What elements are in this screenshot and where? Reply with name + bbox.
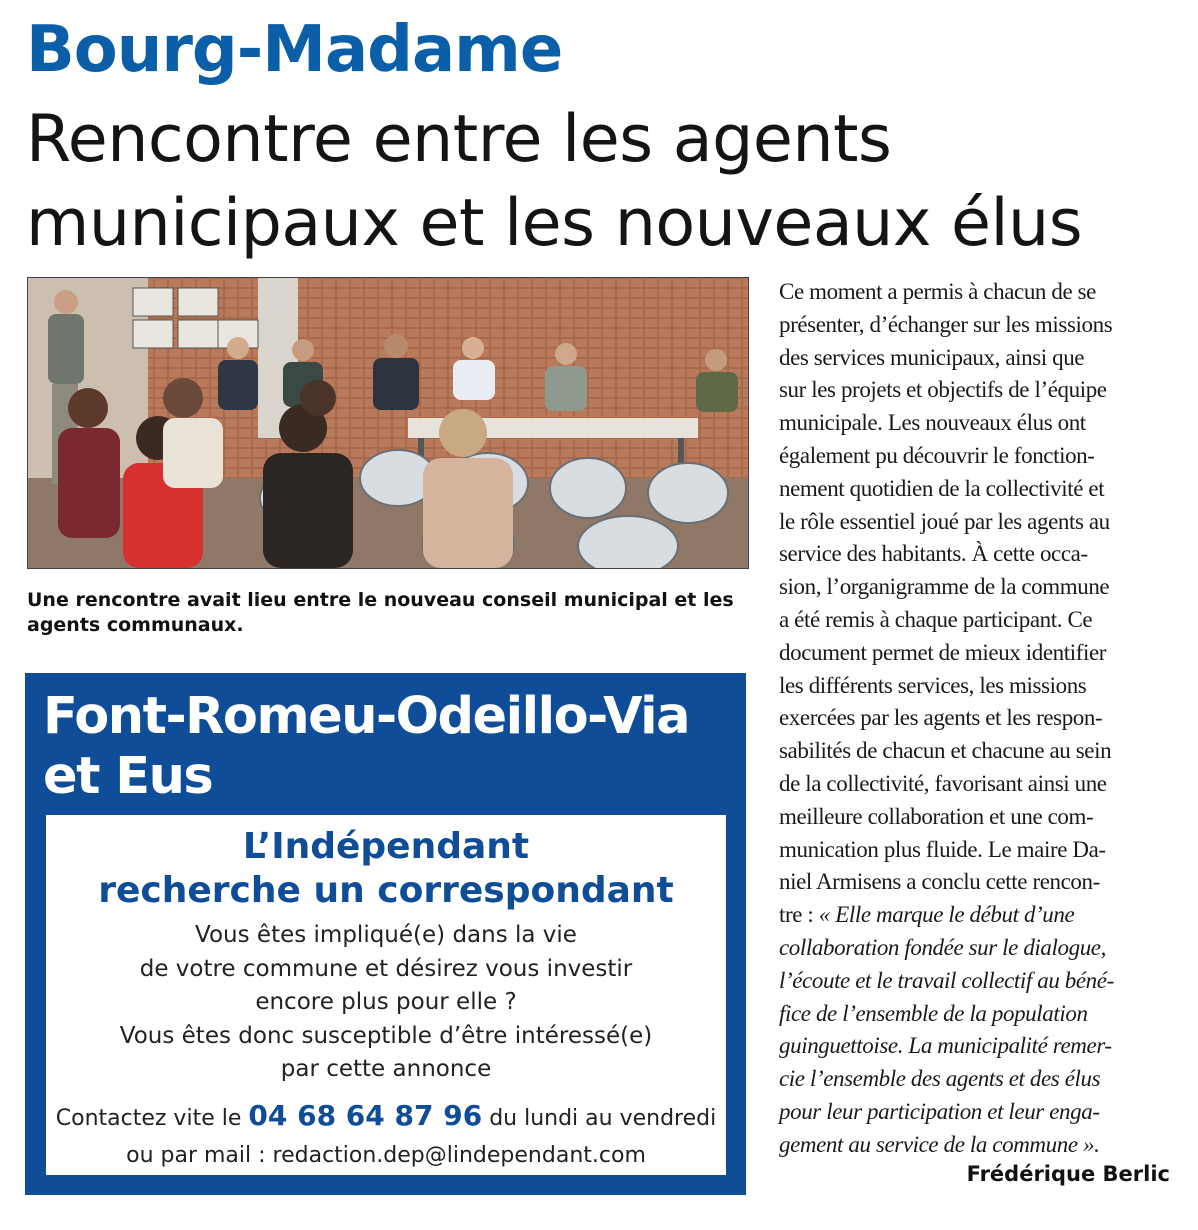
article-line: le rôle essentiel joué par les agents au: [779, 508, 1110, 534]
article-line: Ce moment a permis à chacun de se: [779, 279, 1096, 304]
ad-body-line: encore plus pour elle ?: [255, 989, 517, 1015]
photo-caption: Une rencontre avait lieu entre le nouveau conseil municipal et les agents communaux.: [27, 589, 734, 636]
section-title: Bourg-Madame: [26, 13, 563, 87]
ad-card-heading: [46, 825, 726, 913]
article-photo: [27, 277, 749, 569]
quote-lead: tre :: [779, 902, 819, 928]
article-byline: Frédérique Berlic: [966, 1162, 1170, 1186]
article-line: municipale. Les nouveaux élus ont: [779, 410, 1086, 436]
article-quote-line: collaboration fondée sur le dialogue,: [779, 934, 1106, 960]
article-quote-line: l’écoute et le travail collectif au béné-: [779, 967, 1114, 993]
article-line: document permet de mieux identifier: [779, 639, 1107, 665]
article-quote-line: cie l’ensemble des agents et des élus: [779, 1066, 1101, 1092]
ad-phone-line: [46, 1097, 726, 1137]
ad-town-title: [43, 687, 743, 807]
ad-town-line-2: et Eus: [43, 747, 213, 806]
article-quote-line: fice de l’ensemble de la population: [779, 1000, 1088, 1026]
article-quote-line: [779, 899, 1171, 932]
headline-line-2: municipaux et les nouveaux élus: [26, 186, 1083, 261]
article-line: sabilités de chacun et chacune au sein: [779, 738, 1112, 764]
article-headline: [26, 98, 1186, 266]
article-line: a été remis à chaque participant. Ce: [779, 606, 1093, 632]
meeting-photo-illustration: [28, 278, 748, 568]
headline-line-1: Rencontre entre les agents: [26, 102, 892, 177]
article-line: munication plus fluide. Le maire Da-: [779, 836, 1106, 862]
ad-card: [46, 815, 726, 1175]
ad-card-body: [46, 919, 726, 1087]
ad-body-line: Vous êtes donc susceptible d’être intéressé(e): [119, 1022, 653, 1049]
ad-card-heading-line-1: L’Indépendant: [242, 826, 530, 867]
ad-town-line-1: Font-Romeu-Odeillo-Via: [43, 687, 690, 746]
ad-phone-number[interactable]: 04 68 64 87 96: [248, 1098, 483, 1132]
article-line: présenter, d’échanger sur les missions: [779, 311, 1113, 337]
article-line: nement quotidien de la collectivité et: [779, 475, 1105, 501]
article-line: les différents services, les missions: [779, 672, 1087, 698]
quote-first: « Elle marque le début d’une: [818, 902, 1075, 928]
ad-body-line: par cette annonce: [280, 1056, 492, 1082]
article-line: également pu découvrir le fonction-: [779, 442, 1095, 468]
article-line: niel Armisens a conclu cette rencon-: [779, 869, 1100, 895]
article-line: sur les projets et objectifs de l’équipe: [779, 377, 1107, 403]
article-quote-line: guinguettoise. La municipalité remer-: [779, 1033, 1112, 1059]
article-line: meilleure collaboration et une com-: [779, 803, 1094, 829]
article-line: service des habitants. À cette occa-: [779, 541, 1088, 567]
ad-contact-prefix: Contactez vite le: [55, 1105, 249, 1131]
ad-contact: [46, 1097, 726, 1174]
article-line: de la collectivité, favorisant ainsi une: [779, 770, 1107, 796]
ad-contact-suffix: du lundi au vendredi: [482, 1105, 717, 1131]
ad-mail-line[interactable]: ou par mail : redaction.dep@lindependant.com: [126, 1142, 646, 1168]
article-quote-line: gement au service de la commune ».: [779, 1131, 1100, 1157]
correspondent-ad: [25, 673, 746, 1195]
ad-body-line: Vous êtes impliqué(e) dans la vie: [195, 922, 577, 948]
article-line: sion, l’organigramme de la commune: [779, 574, 1110, 600]
article-line: exercées par les agents et les respon-: [779, 705, 1103, 731]
ad-body-line: de votre commune et désirez vous investir: [139, 955, 633, 982]
article-body: [779, 276, 1171, 1162]
ad-card-heading-line-2: recherche un correspondant: [98, 870, 674, 911]
article-line: des services municipaux, ainsi que: [779, 344, 1085, 370]
article-quote-line: pour leur participation et leur enga-: [779, 1098, 1100, 1124]
